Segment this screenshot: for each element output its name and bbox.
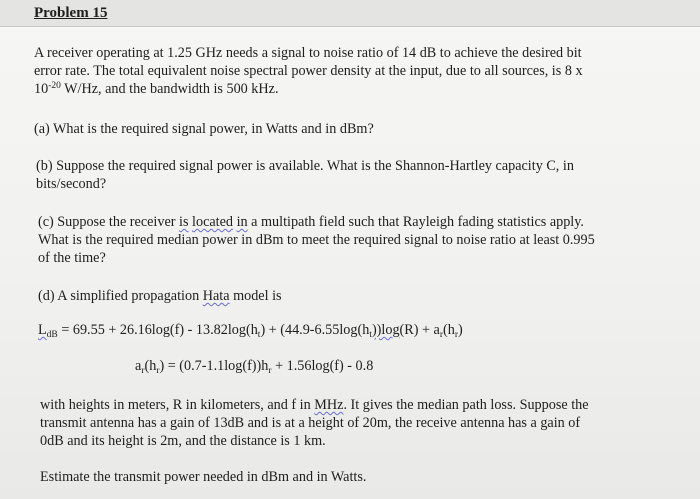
- intro-line-3: $10^{-20}$ W/Hz, and the bandwidth is 500 kHz.: [34, 81, 279, 97]
- hata-path-loss-formula: $L_{dB} = 69.55 + 26.16\log(f) - 13.82\log(h_t) + (44.9-6.55\log(h_t))\log(R) + a_r(h_r)$: [38, 322, 463, 340]
- part-c-line-2: What is the required median power in dBm to meet the required signal to noise ratio at least 0.995: [38, 232, 595, 248]
- header-bar: [0, 0, 700, 27]
- part-a-question: (a) What is the required signal power, in Watts and in dBm?: [34, 121, 374, 137]
- part-d-text-line-3: 0dB and its height is 2m, and the distance is 1 km.: [40, 433, 326, 449]
- part-d-text-line-2: transmit antenna has a gain of 13dB and is at a height of 20m, the receive antenna has a gain of: [40, 415, 581, 431]
- final-question: Estimate the transmit power needed in dBm and in Watts.: [40, 469, 367, 485]
- part-b-line-1: (b) Suppose the required signal power is available. What is the Shannon-Hartley capacity C, in: [36, 158, 574, 174]
- part-c-line-3: of the time?: [38, 250, 106, 266]
- part-d-text-line-1: with heights in meters, R in kilometers, and f in MHz. It gives the median path loss. Suppose the: [40, 397, 589, 413]
- intro-line-1: A receiver operating at 1.25 GHz needs a signal to noise ratio of 14 dB to achieve the desired bit: [34, 45, 582, 61]
- part-d-line-1: (d) A simplified propagation Hata model is: [38, 288, 282, 304]
- part-c-line-1: (c) Suppose the receiver is located in a multipath field such that Rayleigh fading statistics apply.: [38, 214, 584, 230]
- problem-title: Problem 15: [34, 5, 108, 21]
- intro-line-2: error rate. The total equivalent noise spectral power density at the input, due to all sources, is 8 x: [34, 63, 583, 79]
- antenna-correction-formula: $a_r(h_r) = (0.7-1.1\log(f))h_r + 1.56\log(f) - 0.8$: [135, 358, 374, 376]
- part-b-line-2: bits/second?: [36, 176, 107, 192]
